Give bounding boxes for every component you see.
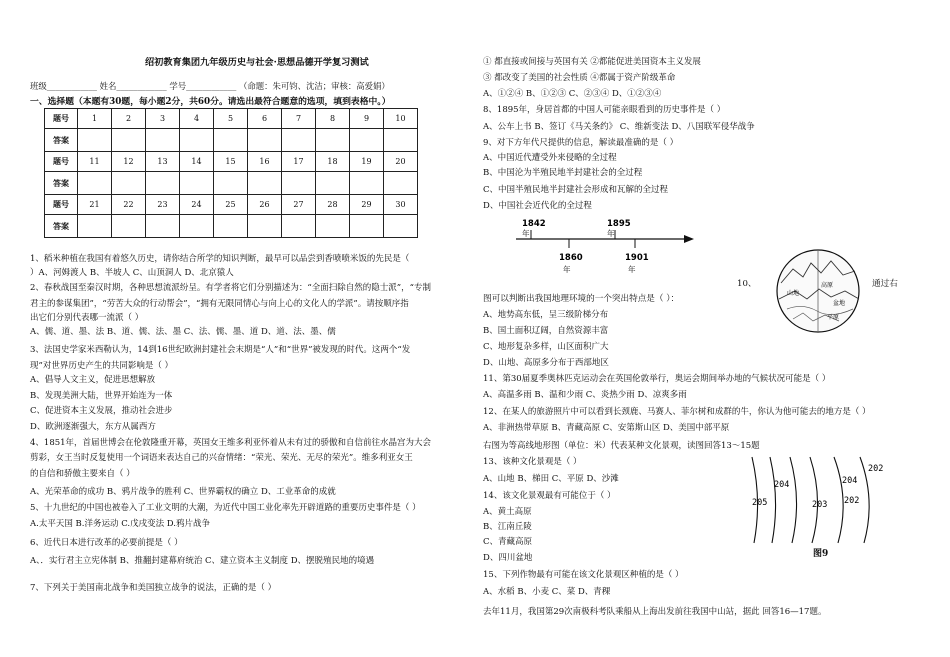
svg-text:盆地: 盆地 [833, 300, 846, 307]
question-number-cell: 5 [214, 109, 248, 129]
question-text-line: 3、法国史学家米西勒认为，14到16世纪欧洲封建社会末期是“人”和“世界”被发现的时代。这两个“发 [30, 345, 411, 355]
question-text-line: 7、下列关于美国南北战争和美国独立战争的说法，正确的是（ ） [30, 583, 277, 593]
question-text-line: ③ 都改变了美国的社会性质 ④都属于资产阶级革命 [483, 73, 676, 83]
question-text-line: A、山地 B、梯田 C、平原 D、沙滩 [483, 474, 619, 484]
question-text-line: 现”对世界历史产生的共同影响是（ ） [30, 361, 174, 371]
answer-cell[interactable] [112, 215, 146, 238]
answer-table-answer-row [45, 215, 418, 238]
answer-table-number-row [45, 195, 418, 215]
section-heading: 一、选择题（本题有30题，每小题2分，共60分。请选出最符合题意的选项，填到表格中。） [30, 97, 391, 107]
question-text-line: A、黄土高原 [483, 507, 532, 517]
question-text-line: A、光荣革命的成功 B、鸦片战争的胜利 C、世界霸权的确立 D、工业革命的成就 [30, 487, 336, 497]
question-text-line: 12、在某人的旅游照片中可以看到长颈鹿、马赛人、菲尔树和成群的牛，你认为他可能去的地方是（ ） [483, 407, 871, 417]
question-number-cell: 20 [384, 152, 418, 172]
answer-cell[interactable] [214, 129, 248, 152]
question-number-cell: 4 [180, 109, 214, 129]
answer-cell[interactable] [112, 172, 146, 195]
question-text-line: B、中国沦为半殖民地半封建社会的全过程 [483, 168, 643, 178]
answer-row-label: 答案 [45, 129, 78, 152]
question-text-line: C、地形复杂多样，山区面积广大 [483, 342, 609, 352]
contour-label-202b: 202 [844, 496, 860, 506]
question-text-line: C、青藏高原 [483, 537, 533, 547]
question-number-cell: 28 [316, 195, 350, 215]
question-number-cell: 10 [384, 109, 418, 129]
question-text-line: 2、春秋战国至秦汉时期，各种思想流派纷呈。有学者将它们分别描述为：“全面扫除自然的隐士派”，“专制 [30, 283, 431, 293]
answer-cell[interactable] [112, 129, 146, 152]
answer-row-label: 答案 [45, 215, 78, 238]
answer-cell[interactable] [214, 215, 248, 238]
question-text-line: D、欧洲逐渐强大，东方从属西方 [30, 422, 156, 432]
question-text-line: 去年11月，我国第29次南极科考队乘船从上海出发前往我国中山站，据此 回答16—17题。 [483, 607, 827, 617]
answer-cell[interactable] [350, 215, 384, 238]
question-text-line: A、地势高东低，呈三级阶梯分布 [483, 310, 609, 320]
question-text-line: A、高温多雨 B、温和少雨 C、炎热少雨 D、凉爽多雨 [483, 390, 687, 400]
question-text-line: B、发现美洲大陆，世界开始连为一体 [30, 391, 173, 401]
number-row-label: 题号 [45, 195, 78, 215]
question-number-cell: 6 [248, 109, 282, 129]
answer-cell[interactable] [384, 172, 418, 195]
answer-cell[interactable] [78, 129, 112, 152]
answer-cell[interactable] [248, 172, 282, 195]
answer-cell[interactable] [350, 172, 384, 195]
unit-1860: 年 [563, 265, 571, 274]
question-number-cell: 29 [350, 195, 384, 215]
terrain-map-figure [773, 247, 863, 335]
question-number-cell: 19 [350, 152, 384, 172]
question-text-line: C、中国半殖民地半封建社会形成和瓦解的全过程 [483, 185, 669, 195]
question-number-cell: 17 [282, 152, 316, 172]
question-number-cell: 7 [282, 109, 316, 129]
question-number-cell: 3 [146, 109, 180, 129]
question-text-line: 9、对下方年代尺提供的信息，解读最准确的是（ ） [483, 138, 679, 148]
q10-number: 10、 [737, 279, 757, 289]
answer-cell[interactable] [282, 215, 316, 238]
answer-cell[interactable] [78, 172, 112, 195]
answer-cell[interactable] [146, 129, 180, 152]
answer-cell[interactable] [316, 172, 350, 195]
question-text-line: A、非洲热带草原 B、青藏高原 C、安第斯山区 D、美国中部平原 [483, 423, 730, 433]
question-text-line: A、中国近代遭受外来侵略的全过程 [483, 153, 617, 163]
contour-label-203: 203 [812, 500, 828, 510]
question-text-line: A、①②④ B、①②③ C、②③④ D、①②③④ [483, 89, 662, 99]
question-number-cell: 2 [112, 109, 146, 129]
unit-1901: 年 [628, 265, 636, 274]
question-text-line: 1、稻米种植在我国有着悠久历史，请你结合所学的知识判断，最早可以品尝到香喷喷米饭的先民是（ [30, 254, 410, 264]
number-row-label: 题号 [45, 152, 78, 172]
question-text-line: A、倡导人文主义，促进思想解放 [30, 375, 156, 385]
question-text-line: B、国土面积辽阔，自然资源丰富 [483, 326, 609, 336]
answer-row-label: 答案 [45, 172, 78, 195]
question-text-line: C、促进资本主义发展，推动社会进步 [30, 406, 173, 416]
question-number-cell: 11 [78, 152, 112, 172]
question-text-line: 11、第30届夏季奥林匹克运动会在英国伦敦举行，奥运会期间举办地的气候状况可能是（ ） [483, 374, 831, 384]
answer-cell[interactable] [214, 172, 248, 195]
student-info-line: 班级____________ 姓名____________ 学号____________ （命题：朱可钧、沈洁；审核：高爱娟） [30, 81, 390, 91]
q10-continued: 图可以判断出我国地理环境的一个突出特点是（ ）： [483, 294, 680, 304]
exam-title: 绍初教育集团九年级历史与社会·思想品德开学复习测试 [145, 57, 369, 68]
question-text-line: 6、近代日本进行改革的必要前提是（ ） [30, 538, 183, 548]
question-number-cell: 1 [78, 109, 112, 129]
label-1895: 1895 [607, 219, 631, 229]
question-number-cell: 13 [146, 152, 180, 172]
question-text-line: A、公车上书 B、签订《马关条约》 C、维新变法 D、八国联军侵华战争 [483, 122, 755, 132]
answer-cell[interactable] [248, 129, 282, 152]
question-text-line: 右图为等高线地形图（单位：米）代表某种文化景观，读图回答13～15题 [483, 441, 760, 451]
number-row-label: 题号 [45, 109, 78, 129]
question-text-line: ① 都直接或间接与英国有关 ②都能促进美国资本主义发展 [483, 57, 701, 67]
svg-text:山地: 山地 [787, 290, 800, 297]
question-text-line: A、水稻 B、小麦 C、菜 D、青稞 [483, 587, 611, 597]
answer-cell[interactable] [384, 215, 418, 238]
answer-cell[interactable] [146, 215, 180, 238]
question-text-line: A、．实行君主立宪体制 B、推翻封建幕府统治 C、建立资本主义制度 D、摆脱殖民地的境遇 [30, 556, 375, 566]
answer-cell[interactable] [316, 215, 350, 238]
question-text-line: 的自信和骄傲主要来自（ ） [30, 469, 135, 479]
question-number-cell: 9 [350, 109, 384, 129]
question-number-cell: 14 [180, 152, 214, 172]
question-number-cell: 22 [112, 195, 146, 215]
question-text-line: 5、十九世纪的中国也被卷入了工业文明的大潮，为近代中国工业化率先开辟道路的重要历史事件是（ ） [30, 503, 421, 513]
question-text-line: 4、1851年，首届世博会在伦敦隆重开幕，英国女王维多利亚怀着从未有过的骄傲和自信前往水晶宫为大会 [30, 438, 432, 448]
answer-cell[interactable] [384, 129, 418, 152]
svg-text:高原: 高原 [821, 282, 834, 289]
question-number-cell: 23 [146, 195, 180, 215]
answer-table [44, 108, 418, 238]
answer-table-number-row [45, 109, 418, 129]
contour-label-204b: 204 [774, 480, 790, 490]
question-text-line: A、儒、道、墨、法 B、道、儒、法、墨 C、法、儒、墨、道 D、道、法、墨、儒 [30, 327, 336, 337]
question-number-cell: 26 [248, 195, 282, 215]
question-text-line: 出它们分别代表哪一流派（ ） [30, 313, 144, 323]
unit-1842: 年 [522, 229, 530, 238]
answer-cell[interactable] [282, 129, 316, 152]
question-text-line: 君主的参谋集团”，“劳苦大众的行动帮会”，“拥有无限同情心与向上心的文化人的学派”。请按顺序指 [30, 299, 409, 309]
question-text-line: 14、该文化景观最有可能位于（ ） [483, 491, 616, 501]
contour-label-205: 205 [752, 498, 768, 508]
unit-1895: 年 [607, 229, 615, 238]
question-text-line: D、中国社会近代化的全过程 [483, 201, 592, 211]
timeline-figure [512, 218, 697, 278]
question-text-line: D、山地、高原多分布于西部地区 [483, 358, 609, 368]
question-text-line: ）A、河姆渡人 B、半坡人 C、山顶洞人 D、北京猿人 [30, 268, 234, 278]
question-number-cell: 12 [112, 152, 146, 172]
answer-cell[interactable] [180, 129, 214, 152]
contour-map-figure [748, 455, 893, 545]
question-text-line: B、江南丘陵 [483, 522, 532, 532]
question-number-cell: 25 [214, 195, 248, 215]
question-text-line: D、四川盆地 [483, 553, 533, 563]
question-number-cell: 24 [180, 195, 214, 215]
question-number-cell: 27 [282, 195, 316, 215]
question-text-line: 15、下列作物最有可能在该文化景观区种植的是（ ） [483, 570, 684, 580]
timeline-arrow [684, 235, 694, 243]
answer-cell[interactable] [180, 215, 214, 238]
label-1860: 1860 [559, 253, 583, 263]
answer-cell[interactable] [316, 129, 350, 152]
q10-tail: 通过右 [872, 279, 898, 289]
question-number-cell: 16 [248, 152, 282, 172]
question-number-cell: 18 [316, 152, 350, 172]
answer-table-number-row [45, 152, 418, 172]
answer-table-answer-row [45, 172, 418, 195]
question-number-cell: 21 [78, 195, 112, 215]
answer-cell[interactable] [248, 215, 282, 238]
figure-9-caption: 图9 [813, 549, 829, 559]
contour-label-204a: 204 [842, 476, 858, 486]
answer-cell[interactable] [180, 172, 214, 195]
svg-text:平原: 平原 [827, 314, 840, 321]
label-1901: 1901 [625, 253, 649, 263]
answer-cell[interactable] [146, 172, 180, 195]
question-number-cell: 30 [384, 195, 418, 215]
contour-label-202a: 202 [868, 464, 884, 474]
question-number-cell: 15 [214, 152, 248, 172]
question-text-line: 剪彩，女王当时反复使用一个词语来表达自己的兴奋情绪：“荣光、荣光、无尽的荣光”。维多利亚女王 [30, 453, 413, 463]
question-number-cell: 8 [316, 109, 350, 129]
answer-cell[interactable] [282, 172, 316, 195]
answer-cell[interactable] [350, 129, 384, 152]
answer-table-answer-row [45, 129, 418, 152]
question-text-line: 13、该种文化景观是（ ） [483, 457, 582, 467]
answer-cell[interactable] [78, 215, 112, 238]
question-text-line: A.太平天国 B.洋务运动 C.戊戌变法 D.鸦片战争 [30, 519, 211, 529]
question-text-line: 8、1895年，身居首都的中国人可能亲眼看到的历史事件是（ ） [483, 105, 726, 115]
label-1842: 1842 [522, 219, 546, 229]
